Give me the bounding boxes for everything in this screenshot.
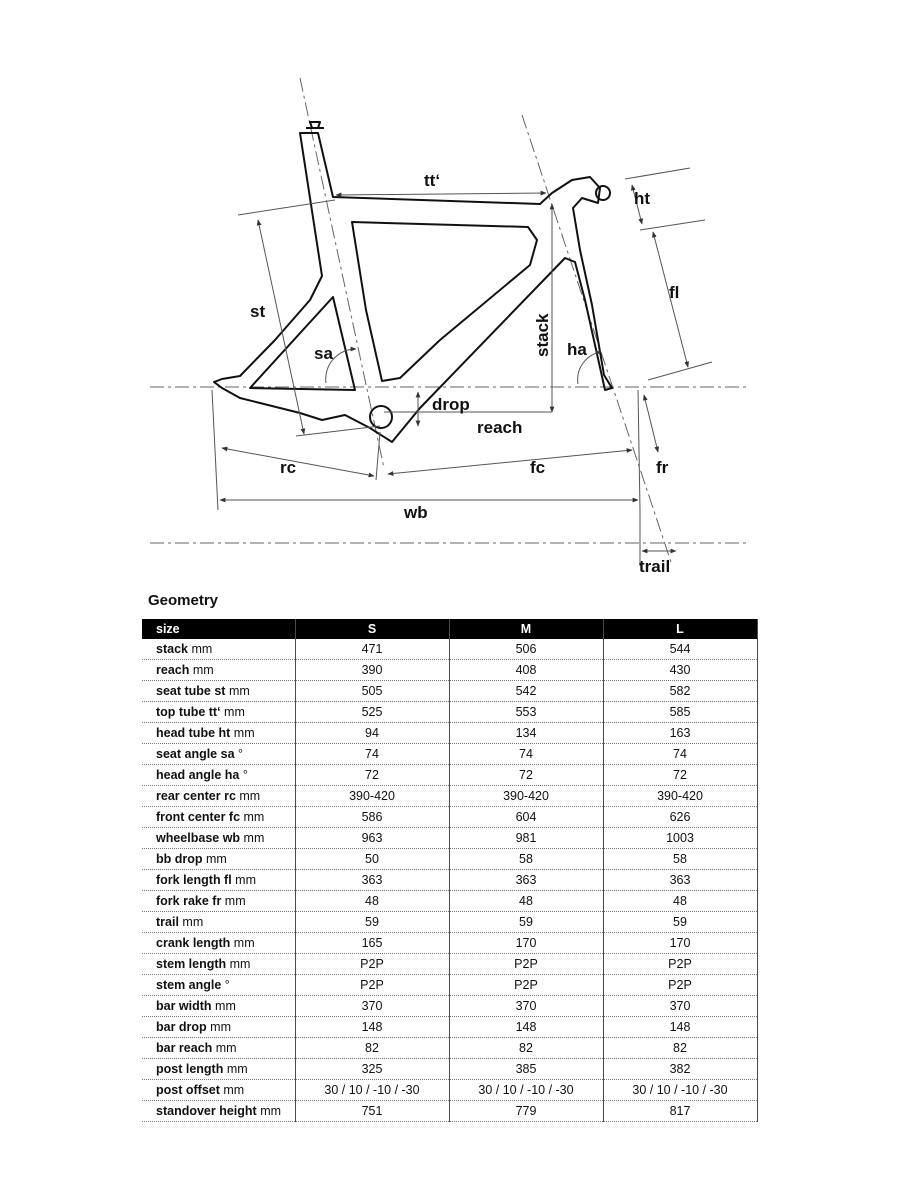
row-name: bar reach: [156, 1041, 213, 1055]
front-triangle-cutout: [352, 222, 537, 381]
row-name: wheelbase wb: [156, 831, 241, 845]
row-unit: mm: [202, 852, 227, 866]
row-name: seat tube st: [156, 684, 226, 698]
row-label: [142, 1017, 295, 1038]
cell-size-m: 74: [449, 744, 603, 765]
cell-size-m: 506: [449, 639, 603, 660]
row-unit: mm: [220, 705, 245, 719]
label-st: st: [250, 302, 266, 321]
row-label: [142, 1101, 295, 1122]
cell-size-l: 58: [603, 849, 757, 870]
cell-size-m: 542: [449, 681, 603, 702]
row-name: rear center rc: [156, 789, 236, 803]
cell-size-s: 165: [295, 933, 449, 954]
seatpost-clamp-icon: [306, 122, 324, 128]
row-unit: °: [234, 747, 243, 761]
cell-size-l: 363: [603, 870, 757, 891]
row-unit: mm: [230, 936, 255, 950]
cell-size-s: 48: [295, 891, 449, 912]
row-name: bar drop: [156, 1020, 207, 1034]
cell-size-m: 48: [449, 891, 603, 912]
cell-size-l: 544: [603, 639, 757, 660]
label-wb: wb: [404, 503, 428, 522]
row-unit: mm: [231, 873, 257, 887]
row-name: stem angle: [156, 978, 222, 992]
table-row: [142, 1017, 757, 1038]
row-name: stack: [156, 642, 188, 656]
cell-size-s: 471: [295, 639, 449, 660]
cell-size-s: 148: [295, 1017, 449, 1038]
row-unit: mm: [223, 1062, 248, 1076]
row-label: [142, 744, 295, 765]
rear-triangle-cutout: [250, 297, 355, 390]
cell-size-l: 163: [603, 723, 757, 744]
cell-size-s: 505: [295, 681, 449, 702]
table-row: [142, 1080, 757, 1101]
cell-size-m: 72: [449, 765, 603, 786]
row-unit: mm: [225, 684, 250, 698]
cell-size-l: 430: [603, 660, 757, 681]
row-name: fork rake fr: [156, 894, 222, 908]
cell-size-m: 408: [449, 660, 603, 681]
row-unit: mm: [211, 999, 236, 1013]
table-row: [142, 723, 757, 744]
row-name: bb drop: [156, 852, 203, 866]
cell-size-m: 134: [449, 723, 603, 744]
cell-size-s: 30 / 10 / -10 / -30: [295, 1080, 449, 1101]
row-label: [142, 954, 295, 975]
row-label: [142, 933, 295, 954]
row-name: trail: [156, 915, 179, 929]
row-name: fork length fl: [156, 873, 232, 887]
cell-size-l: 148: [603, 1017, 757, 1038]
cell-size-m: 390-420: [449, 786, 603, 807]
cell-size-m: 385: [449, 1059, 603, 1080]
cell-size-l: 59: [603, 912, 757, 933]
row-unit: mm: [240, 831, 265, 845]
cell-size-s: 325: [295, 1059, 449, 1080]
row-unit: mm: [212, 1041, 237, 1055]
row-unit: mm: [178, 915, 204, 929]
cell-size-l: 170: [603, 933, 757, 954]
table-row: [142, 933, 757, 954]
label-ha: ha: [567, 340, 587, 359]
row-label: [142, 891, 295, 912]
label-stack: stack: [533, 313, 552, 357]
table-row: [142, 660, 757, 681]
table-row: [142, 912, 757, 933]
cell-size-l: 1003: [603, 828, 757, 849]
row-name: post length: [156, 1062, 224, 1076]
label-fr: fr: [656, 458, 669, 477]
table-row: [142, 996, 757, 1017]
row-label: [142, 870, 295, 891]
geometry-table-body: [142, 639, 757, 1122]
table-row: [142, 744, 757, 765]
label-tt: tt‘: [424, 171, 441, 190]
row-label: [142, 912, 295, 933]
cell-size-m: P2P: [449, 954, 603, 975]
table-row: [142, 639, 757, 660]
row-unit: mm: [226, 957, 251, 971]
reference-lines: [150, 78, 748, 565]
row-label: [142, 828, 295, 849]
row-label: [142, 702, 295, 723]
cell-size-l: 30 / 10 / -10 / -30: [603, 1080, 757, 1101]
row-label: [142, 786, 295, 807]
row-name: post offset: [156, 1083, 220, 1097]
cell-size-m: P2P: [449, 975, 603, 996]
cell-size-s: 751: [295, 1101, 449, 1122]
label-fc: fc: [530, 458, 546, 477]
cell-size-s: 963: [295, 828, 449, 849]
seat-tube-axis: [300, 78, 384, 468]
row-unit: mm: [221, 894, 246, 908]
cell-size-s: 525: [295, 702, 449, 723]
cell-size-l: 82: [603, 1038, 757, 1059]
cell-size-s: 390-420: [295, 786, 449, 807]
table-row: [142, 1101, 757, 1122]
label-drop: drop: [432, 395, 470, 414]
row-label: [142, 1038, 295, 1059]
table-row: [142, 765, 757, 786]
row-unit: mm: [219, 1083, 245, 1097]
cell-size-l: 370: [603, 996, 757, 1017]
row-unit: mm: [189, 663, 214, 677]
row-label: [142, 849, 295, 870]
cell-size-s: 59: [295, 912, 449, 933]
cell-size-l: 390-420: [603, 786, 757, 807]
row-label: [142, 807, 295, 828]
cell-size-m: 30 / 10 / -10 / -30: [449, 1080, 603, 1101]
cell-size-l: 585: [603, 702, 757, 723]
cell-size-l: 72: [603, 765, 757, 786]
row-label: [142, 723, 295, 744]
table-row: [142, 786, 757, 807]
table-row: [142, 849, 757, 870]
label-sa: sa: [314, 344, 333, 363]
table-row: [142, 807, 757, 828]
row-label: [142, 765, 295, 786]
table-row: [142, 828, 757, 849]
row-name: seat angle sa: [156, 747, 235, 761]
row-name: head angle ha: [156, 768, 240, 782]
cell-size-m: 981: [449, 828, 603, 849]
row-name: reach: [156, 663, 190, 677]
cell-size-m: 553: [449, 702, 603, 723]
cell-size-l: 626: [603, 807, 757, 828]
cell-size-s: 72: [295, 765, 449, 786]
table-row: [142, 681, 757, 702]
header-size-m: M: [449, 619, 603, 639]
row-unit: mm: [240, 810, 265, 824]
row-label: [142, 996, 295, 1017]
cell-size-m: 363: [449, 870, 603, 891]
header-size-s: S: [295, 619, 449, 639]
row-label: [142, 639, 295, 660]
cell-size-m: 59: [449, 912, 603, 933]
cell-size-s: P2P: [295, 975, 449, 996]
label-reach: reach: [477, 418, 523, 437]
table-row: [142, 1038, 757, 1059]
row-name: bar width: [156, 999, 212, 1013]
header-size: size: [142, 619, 295, 639]
frame-geometry-diagram: [0, 0, 900, 590]
row-unit: °: [221, 978, 230, 992]
cell-size-s: 50: [295, 849, 449, 870]
cell-size-s: 370: [295, 996, 449, 1017]
cell-size-l: 48: [603, 891, 757, 912]
row-unit: mm: [187, 642, 213, 656]
row-unit: °: [239, 768, 248, 782]
cell-size-m: 58: [449, 849, 603, 870]
row-label: [142, 1080, 295, 1101]
cell-size-s: 74: [295, 744, 449, 765]
bottom-bracket-shell: [370, 406, 392, 428]
row-label: [142, 660, 295, 681]
label-ht: ht: [634, 189, 651, 208]
cell-size-m: 148: [449, 1017, 603, 1038]
table-row: [142, 975, 757, 996]
cell-size-s: 82: [295, 1038, 449, 1059]
row-name: head tube ht: [156, 726, 231, 740]
cell-size-m: 82: [449, 1038, 603, 1059]
dimension-lines: [212, 168, 712, 566]
table-row: [142, 891, 757, 912]
row-name: crank length: [156, 936, 231, 950]
table-row: [142, 870, 757, 891]
cell-size-l: 382: [603, 1059, 757, 1080]
cell-size-m: 370: [449, 996, 603, 1017]
cell-size-s: 94: [295, 723, 449, 744]
row-unit: mm: [235, 789, 261, 803]
table-row: [142, 954, 757, 975]
row-name: front center fc: [156, 810, 241, 824]
cell-size-l: 74: [603, 744, 757, 765]
cell-size-l: P2P: [603, 975, 757, 996]
cell-size-l: 817: [603, 1101, 757, 1122]
row-unit: mm: [206, 1020, 232, 1034]
cell-size-s: 390: [295, 660, 449, 681]
cell-size-s: 586: [295, 807, 449, 828]
row-label: [142, 681, 295, 702]
cell-size-m: 604: [449, 807, 603, 828]
cell-size-s: 363: [295, 870, 449, 891]
row-name: top tube tt‘: [156, 705, 221, 719]
row-unit: mm: [230, 726, 255, 740]
label-fl: fl: [669, 283, 680, 302]
table-row: [142, 702, 757, 723]
row-label: [142, 1059, 295, 1080]
cell-size-l: 582: [603, 681, 757, 702]
row-name: stem length: [156, 957, 227, 971]
row-label: [142, 975, 295, 996]
table-row: [142, 1059, 757, 1080]
label-rc: rc: [280, 458, 297, 477]
header-size-l: L: [603, 619, 757, 639]
row-name: standover height: [156, 1104, 257, 1118]
label-trail: trail: [639, 557, 671, 576]
geometry-table: [142, 619, 758, 1122]
row-unit: mm: [256, 1104, 282, 1118]
cell-size-l: P2P: [603, 954, 757, 975]
table-header-row: [142, 619, 757, 639]
cell-size-s: P2P: [295, 954, 449, 975]
cell-size-m: 170: [449, 933, 603, 954]
stem-clamp: [596, 186, 610, 200]
geometry-title: Geometry: [148, 592, 219, 609]
cell-size-m: 779: [449, 1101, 603, 1122]
